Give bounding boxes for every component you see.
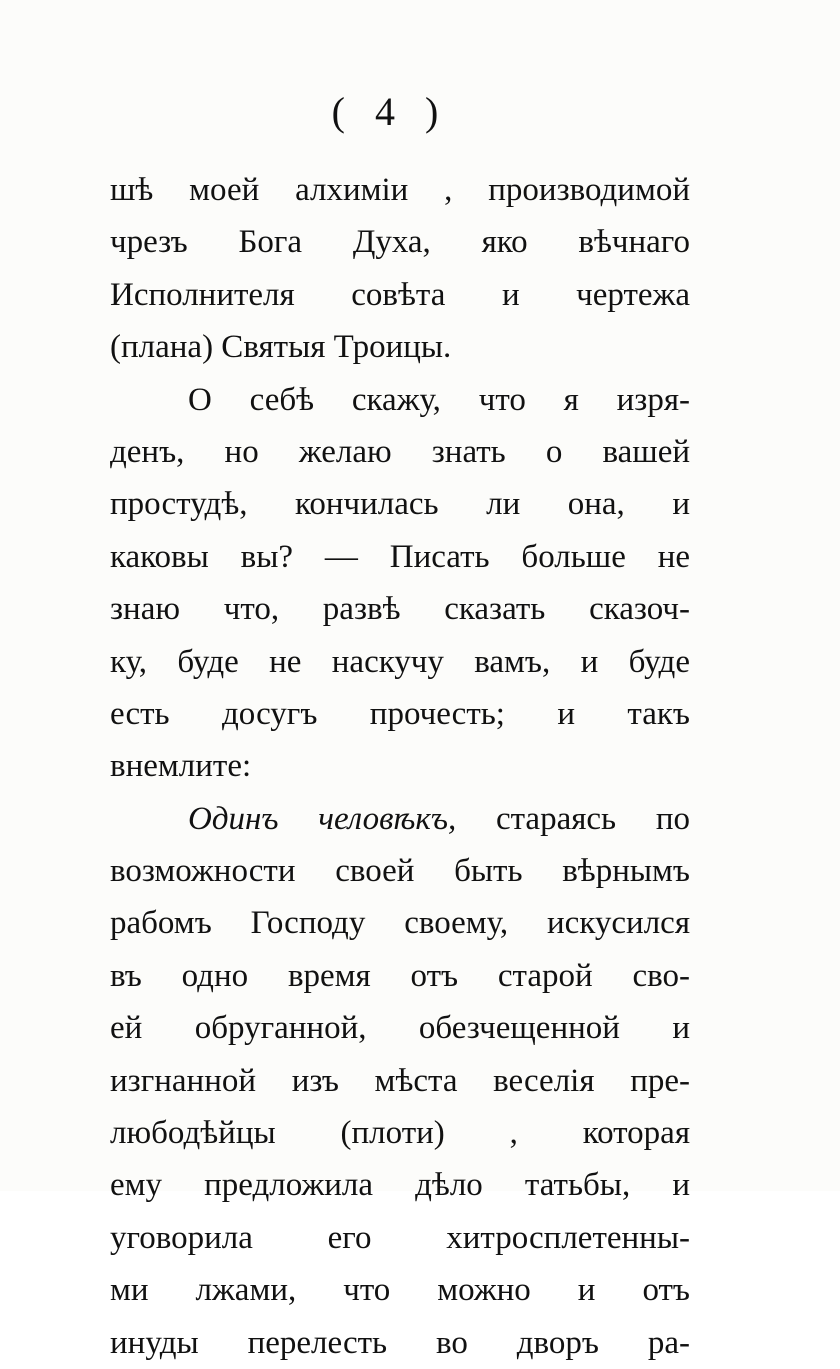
text-line: любодѣйцы (плоти) , которая [110, 1115, 690, 1152]
text-line: ми лжами, что можно и отъ [110, 1272, 690, 1309]
paragraph-start-line: О себѣ скажу, что я изря- [188, 381, 690, 418]
italic-phrase: Одинъ человѣкъ, [188, 800, 457, 837]
text-line: шѣ моей алхиміи , производимой [110, 172, 690, 208]
text-line: знаю что, развѣ сказать сказоч- [110, 591, 690, 628]
text-line: (плана) Святыя Троицы. [110, 329, 452, 366]
text-line: ку, буде не наскучу вамъ, и буде [110, 643, 690, 680]
text-line: чрезъ Бога Духа, яко вѣчнаго [110, 224, 690, 261]
page-number: ( 4 ) [331, 89, 449, 134]
text-line: Исполнителя совѣта и чертежа [110, 276, 690, 313]
paragraph-start-line: Одинъ человѣкъ, стараясь по [188, 800, 690, 837]
text-line: есть досугъ прочесть; и такъ [110, 695, 690, 732]
text-line: инуды перелесть во дворъ ра- [110, 1324, 690, 1361]
body-text [110, 164, 690, 1369]
text-line: каковы вы? — Писать больше не [110, 538, 690, 575]
text-line: ей обруганной, обезчещенной и [110, 1010, 690, 1047]
text-line: уговорила его хитросплетенны- [110, 1219, 690, 1256]
text-line: въ одно время отъ старой сво- [110, 957, 690, 994]
text-line: рабомъ Господу своему, искусился [110, 905, 690, 942]
text-line: денъ, но желаю знать о вашей [110, 433, 690, 470]
text-line: изгнанной изъ мѣста веселія пре- [110, 1062, 690, 1099]
text-line: ему предложила дѣло татьбы, и [110, 1167, 690, 1204]
text-line: возможности своей быть вѣрнымъ [110, 853, 690, 890]
text-line: внемлите: [110, 748, 252, 785]
text-line: простудѣ, кончилась ли она, и [110, 486, 690, 523]
